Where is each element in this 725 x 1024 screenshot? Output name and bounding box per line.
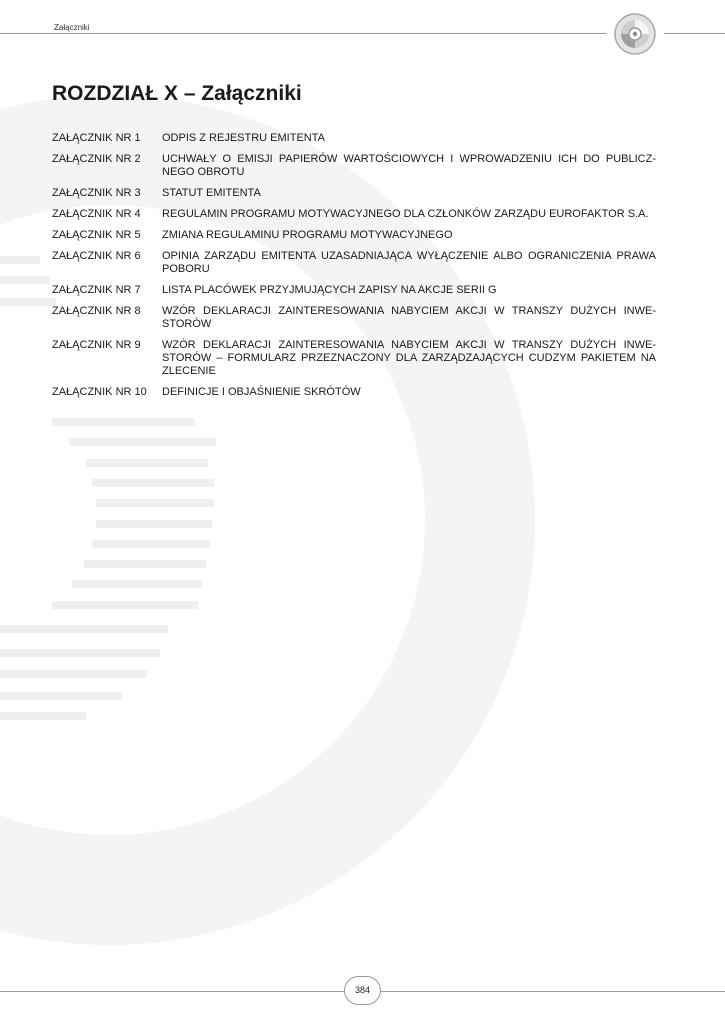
annex-row bbox=[52, 250, 656, 276]
annex-title: UCHWAŁY O EMISJI PAPIERÓW WARTOŚCIOWYCH I WPROWADZENIU ICH DO PUBLICZ-NEGO OBROTU bbox=[162, 153, 656, 178]
annex-number: ZAŁĄCZNIK NR 1 bbox=[52, 132, 141, 144]
annex-row bbox=[52, 132, 656, 145]
annex-title: OPINIA ZARZĄDU EMITENTA UZASADNIAJĄCA WYŁĄCZENIE ALBO OGRANICZENIA PRAWA POBORU bbox=[162, 250, 656, 275]
header-divider-left bbox=[0, 33, 606, 34]
annex-row bbox=[52, 153, 656, 179]
page-number: 384 bbox=[344, 976, 381, 1005]
footer-divider-right bbox=[381, 991, 725, 992]
annex-number: ZAŁĄCZNIK NR 6 bbox=[52, 250, 141, 262]
annex-title: LISTA PLACÓWEK PRZYJMUJĄCYCH ZAPISY NA AKCJE SERII G bbox=[162, 284, 497, 296]
annex-number: ZAŁĄCZNIK NR 4 bbox=[52, 208, 141, 220]
annex-title: ZMIANA REGULAMINU PROGRAMU MOTYWACYJNEGO bbox=[162, 229, 453, 241]
annex-row bbox=[52, 229, 656, 242]
annex-title: REGULAMIN PROGRAMU MOTYWACYJNEGO DLA CZŁONKÓW ZARZĄDU EUROFAKTOR S.A. bbox=[162, 208, 649, 220]
annex-title: WZÓR DEKLARACJI ZAINTERESOWANIA NABYCIEM AKCJI W TRANSZY DUŻYCH INWE-STORÓW – FORMULARZ PRZEZNACZONY DLA ZARZĄDZAJĄCYCH CUDZYM PAKIETEM NA ZLECENIE bbox=[162, 339, 656, 377]
chapter-title: ROZDZIAŁ X – Załączniki bbox=[52, 82, 302, 105]
annex-title: STATUT EMITENTA bbox=[162, 187, 261, 199]
disc-logo-icon bbox=[612, 12, 658, 56]
annex-number: ZAŁĄCZNIK NR 3 bbox=[52, 187, 141, 199]
annex-title: WZÓR DEKLARACJI ZAINTERESOWANIA NABYCIEM AKCJI W TRANSZY DUŻYCH INWE-STORÓW bbox=[162, 305, 656, 330]
annex-number: ZAŁĄCZNIK NR 7 bbox=[52, 284, 141, 296]
annex-number: ZAŁĄCZNIK NR 2 bbox=[52, 153, 141, 165]
running-header: Załączniki bbox=[54, 23, 90, 32]
annex-row bbox=[52, 386, 656, 399]
annex-title: DEFINICJE I OBJAŚNIENIE SKRÓTÓW bbox=[162, 386, 361, 398]
annex-number: ZAŁĄCZNIK NR 9 bbox=[52, 339, 141, 351]
annex-title: ODPIS Z REJESTRU EMITENTA bbox=[162, 132, 325, 144]
annex-list bbox=[52, 132, 656, 407]
annex-row bbox=[52, 339, 656, 378]
annex-row bbox=[52, 187, 656, 200]
annex-number: ZAŁĄCZNIK NR 10 bbox=[52, 386, 147, 398]
annex-number: ZAŁĄCZNIK NR 5 bbox=[52, 229, 141, 241]
annex-row bbox=[52, 305, 656, 331]
footer-divider-left bbox=[0, 991, 344, 992]
annex-row bbox=[52, 208, 656, 221]
header-divider-right bbox=[664, 33, 725, 34]
annex-row bbox=[52, 284, 656, 297]
annex-number: ZAŁĄCZNIK NR 8 bbox=[52, 305, 141, 317]
